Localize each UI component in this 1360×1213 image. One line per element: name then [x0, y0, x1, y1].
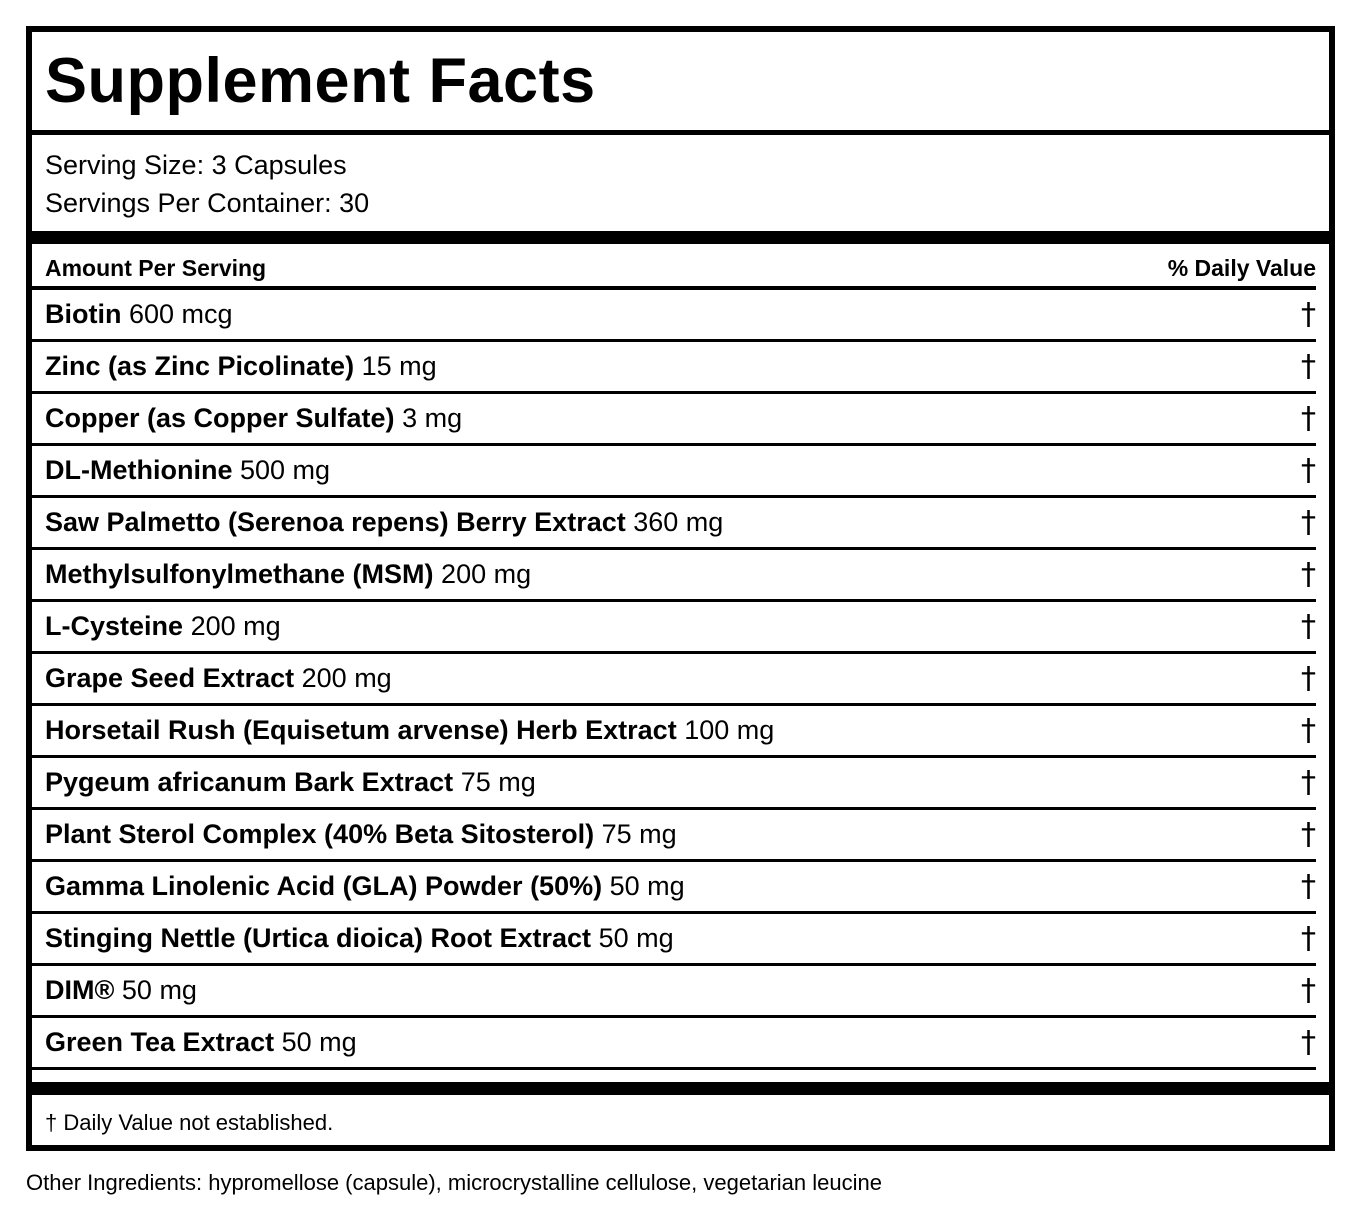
ingredient-amount: 75 mg: [601, 819, 677, 849]
ingredient-amount: 50 mg: [281, 1027, 357, 1057]
table-row: [32, 394, 1316, 446]
ingredient-name: Grape Seed Extract: [45, 663, 295, 693]
table-row: [32, 290, 1316, 342]
daily-value-mark: †: [1301, 349, 1316, 384]
ingredient-name: Stinging Nettle (Urtica dioica) Root Extract: [45, 923, 592, 953]
ingredient-name: L-Cysteine: [45, 611, 184, 641]
ingredient-amount: 100 mg: [684, 715, 775, 745]
ingredient-name: Copper (as Copper Sulfate): [45, 403, 395, 433]
serving-info: [32, 135, 1329, 231]
table-row: [32, 602, 1316, 654]
thick-divider-top: [32, 231, 1329, 244]
column-header-row: [32, 244, 1316, 290]
ingredient-name: Biotin: [45, 299, 122, 329]
daily-value-mark: †: [1301, 1025, 1316, 1060]
ingredient-amount: 50 mg: [598, 923, 674, 953]
daily-value-mark: †: [1301, 817, 1316, 852]
ingredient-name: DL-Methionine: [45, 455, 233, 485]
ingredient-name: Zinc (as Zinc Picolinate): [45, 351, 355, 381]
daily-value-mark: †: [1301, 401, 1316, 436]
serving-size: Serving Size: 3 Capsules: [45, 150, 347, 180]
table-row: [32, 862, 1316, 914]
ingredient-list: [32, 290, 1316, 1070]
ingredient-amount: 200 mg: [190, 611, 281, 641]
daily-value-mark: †: [1301, 713, 1316, 748]
table-row: [32, 550, 1316, 602]
ingredient-name: DIM®: [45, 975, 115, 1005]
ingredient-name: Plant Sterol Complex (40% Beta Sitosterol): [45, 819, 595, 849]
panel-title: Supplement Facts: [45, 46, 596, 116]
daily-value-mark: †: [1301, 765, 1316, 800]
servings-per-container: Servings Per Container: 30: [45, 188, 370, 218]
ingredient-name: Methylsulfonylmethane (MSM): [45, 559, 434, 589]
ingredient-amount: 3 mg: [402, 403, 463, 433]
table-row: [32, 1018, 1316, 1070]
daily-value-mark: †: [1301, 453, 1316, 488]
table-row: [32, 914, 1316, 966]
daily-value-mark: †: [1301, 557, 1316, 592]
daily-value-mark: †: [1301, 297, 1316, 332]
ingredient-amount: 15 mg: [361, 351, 437, 381]
table-row: [32, 810, 1316, 862]
table-row: [32, 758, 1316, 810]
footnote: † Daily Value not established.: [45, 1110, 334, 1135]
table-row: [32, 446, 1316, 498]
daily-value-mark: †: [1301, 609, 1316, 644]
daily-value-mark: †: [1301, 661, 1316, 696]
ingredient-amount: 75 mg: [460, 767, 536, 797]
table-row: [32, 706, 1316, 758]
table-row: [32, 966, 1316, 1018]
other-ingredients: Other Ingredients: hypromellose (capsule), microcrystalline cellulose, vegetarian leucine: [26, 1170, 882, 1195]
ingredient-amount: 600 mcg: [129, 299, 233, 329]
table-row: [32, 498, 1316, 550]
ingredient-amount: 200 mg: [301, 663, 392, 693]
ingredient-amount: 50 mg: [121, 975, 197, 1005]
ingredient-amount: 360 mg: [633, 507, 724, 537]
ingredient-name: Gamma Linolenic Acid (GLA) Powder (50%): [45, 871, 603, 901]
ingredient-name: Saw Palmetto (Serenoa repens) Berry Extract: [45, 507, 626, 537]
daily-value-header: % Daily Value: [1167, 255, 1316, 281]
ingredient-amount: 200 mg: [441, 559, 532, 589]
daily-value-mark: †: [1301, 921, 1316, 956]
ingredient-name: Green Tea Extract: [45, 1027, 275, 1057]
amount-per-serving-header: Amount Per Serving: [45, 255, 267, 281]
table-row: [32, 342, 1316, 394]
title-row: [32, 32, 1329, 135]
ingredient-amount: 500 mg: [240, 455, 331, 485]
daily-value-mark: †: [1301, 973, 1316, 1008]
ingredient-name: Horsetail Rush (Equisetum arvense) Herb Extract: [45, 715, 677, 745]
daily-value-mark: †: [1301, 505, 1316, 540]
supplement-facts-panel: [26, 26, 1335, 1151]
daily-value-mark: †: [1301, 869, 1316, 904]
ingredient-amount: 50 mg: [609, 871, 685, 901]
table-row: [32, 654, 1316, 706]
thick-divider-bottom: [32, 1082, 1329, 1095]
ingredient-name: Pygeum africanum Bark Extract: [45, 767, 454, 797]
